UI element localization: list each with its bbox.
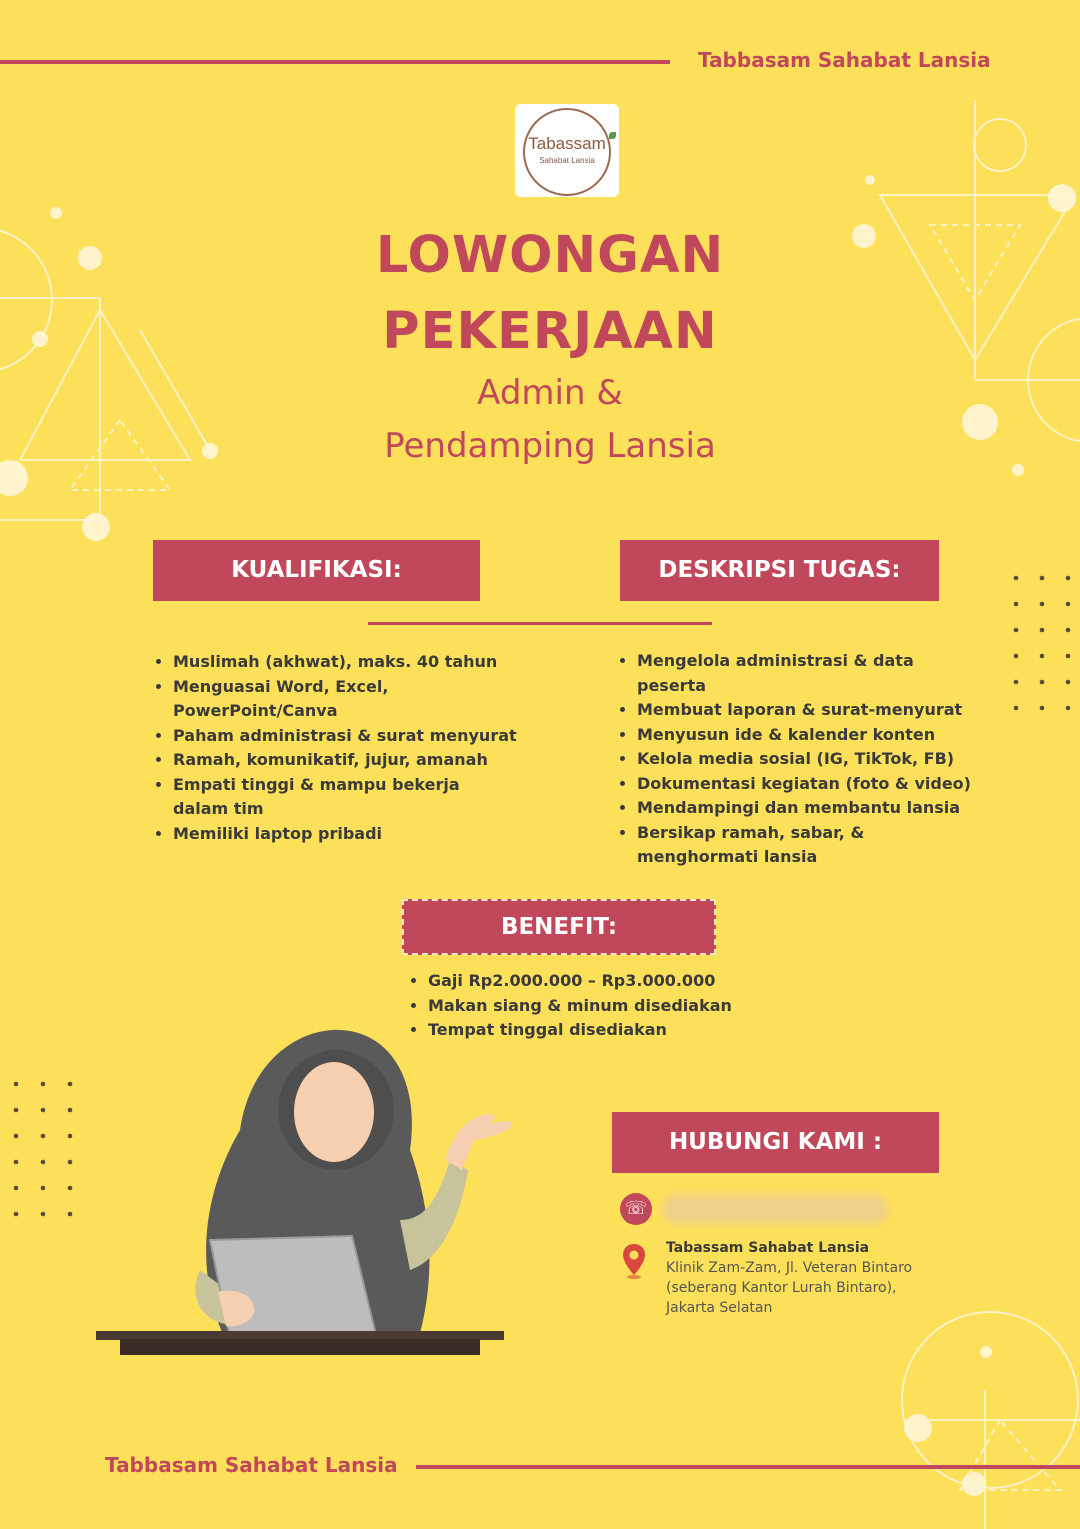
headline-line-1: LOWONGAN <box>375 226 725 285</box>
list-item: • Kelola media sosial (IG, TikTok, FB) <box>637 747 982 772</box>
kualifikasi-list <box>157 650 518 846</box>
hubungi-kami-header: HUBUNGI KAMI : <box>612 1112 939 1173</box>
list-item: • Membuat laporan & surat-menyurat <box>637 698 982 723</box>
phone-number-redacted <box>662 1194 888 1224</box>
list-item: • Muslimah (akhwat), maks. 40 tahun <box>173 650 518 675</box>
deskripsi-tugas-list <box>621 649 982 870</box>
address-line-3: Jakarta Selatan <box>666 1300 773 1316</box>
tabassam-logo <box>515 104 619 197</box>
list-item: • Dokumentasi kegiatan (foto & video) <box>637 772 982 797</box>
list-item: • Tempat tinggal disediakan <box>428 1018 788 1043</box>
subtitle-line-2: Pendamping Lansia <box>384 426 716 466</box>
logo-subtitle: Sahabat Lansia <box>539 156 595 165</box>
address-name: Tabassam Sahabat Lansia <box>666 1240 870 1256</box>
phone-icon[interactable]: ☏ <box>620 1193 652 1225</box>
section-divider <box>368 622 712 625</box>
list-item: • Paham administrasi & surat menyurat <box>173 724 518 749</box>
kualifikasi-header: KUALIFIKASI: <box>153 540 480 601</box>
list-item: • Menguasai Word, Excel, PowerPoint/Canva <box>173 675 518 724</box>
subtitle-line-1: Admin & <box>477 373 623 413</box>
leaf-icon <box>609 132 616 139</box>
bottom-divider-line <box>416 1465 1080 1469</box>
woman-with-laptop-illustration <box>90 1020 530 1360</box>
logo-name: Tabassam <box>528 134 606 153</box>
top-divider-line <box>0 60 670 64</box>
list-item: • Bersikap ramah, sabar, & menghormati lansia <box>637 821 982 870</box>
address-line-1: Klinik Zam-Zam, Jl. Veteran Bintaro <box>666 1260 913 1276</box>
list-item: • Mendampingi dan membantu lansia <box>637 796 982 821</box>
top-brand-text: Tabbasam Sahabat Lansia <box>698 48 991 72</box>
benefit-header: BENEFIT: <box>402 899 716 955</box>
list-item: • Memiliki laptop pribadi <box>173 822 518 847</box>
list-item: • Gaji Rp2.000.000 – Rp3.000.000 <box>428 969 788 994</box>
location-pin-icon <box>622 1242 646 1280</box>
list-item: • Empati tinggi & mampu bekerja dalam tim <box>173 773 518 822</box>
list-item: • Ramah, komunikatif, jujur, amanah <box>173 748 518 773</box>
address-line-2: (seberang Kantor Lurah Bintaro), <box>666 1280 897 1296</box>
list-item: • Mengelola administrasi & data peserta <box>637 649 982 698</box>
list-item: • Makan siang & minum disediakan <box>428 994 788 1019</box>
list-item: • Menyusun ide & kalender konten <box>637 723 982 748</box>
headline-line-2: PEKERJAAN <box>382 302 718 361</box>
benefit-dashed-border <box>402 899 716 955</box>
deskripsi-tugas-header: DESKRIPSI TUGAS: <box>620 540 939 601</box>
bottom-brand-text: Tabbasam Sahabat Lansia <box>105 1453 398 1477</box>
